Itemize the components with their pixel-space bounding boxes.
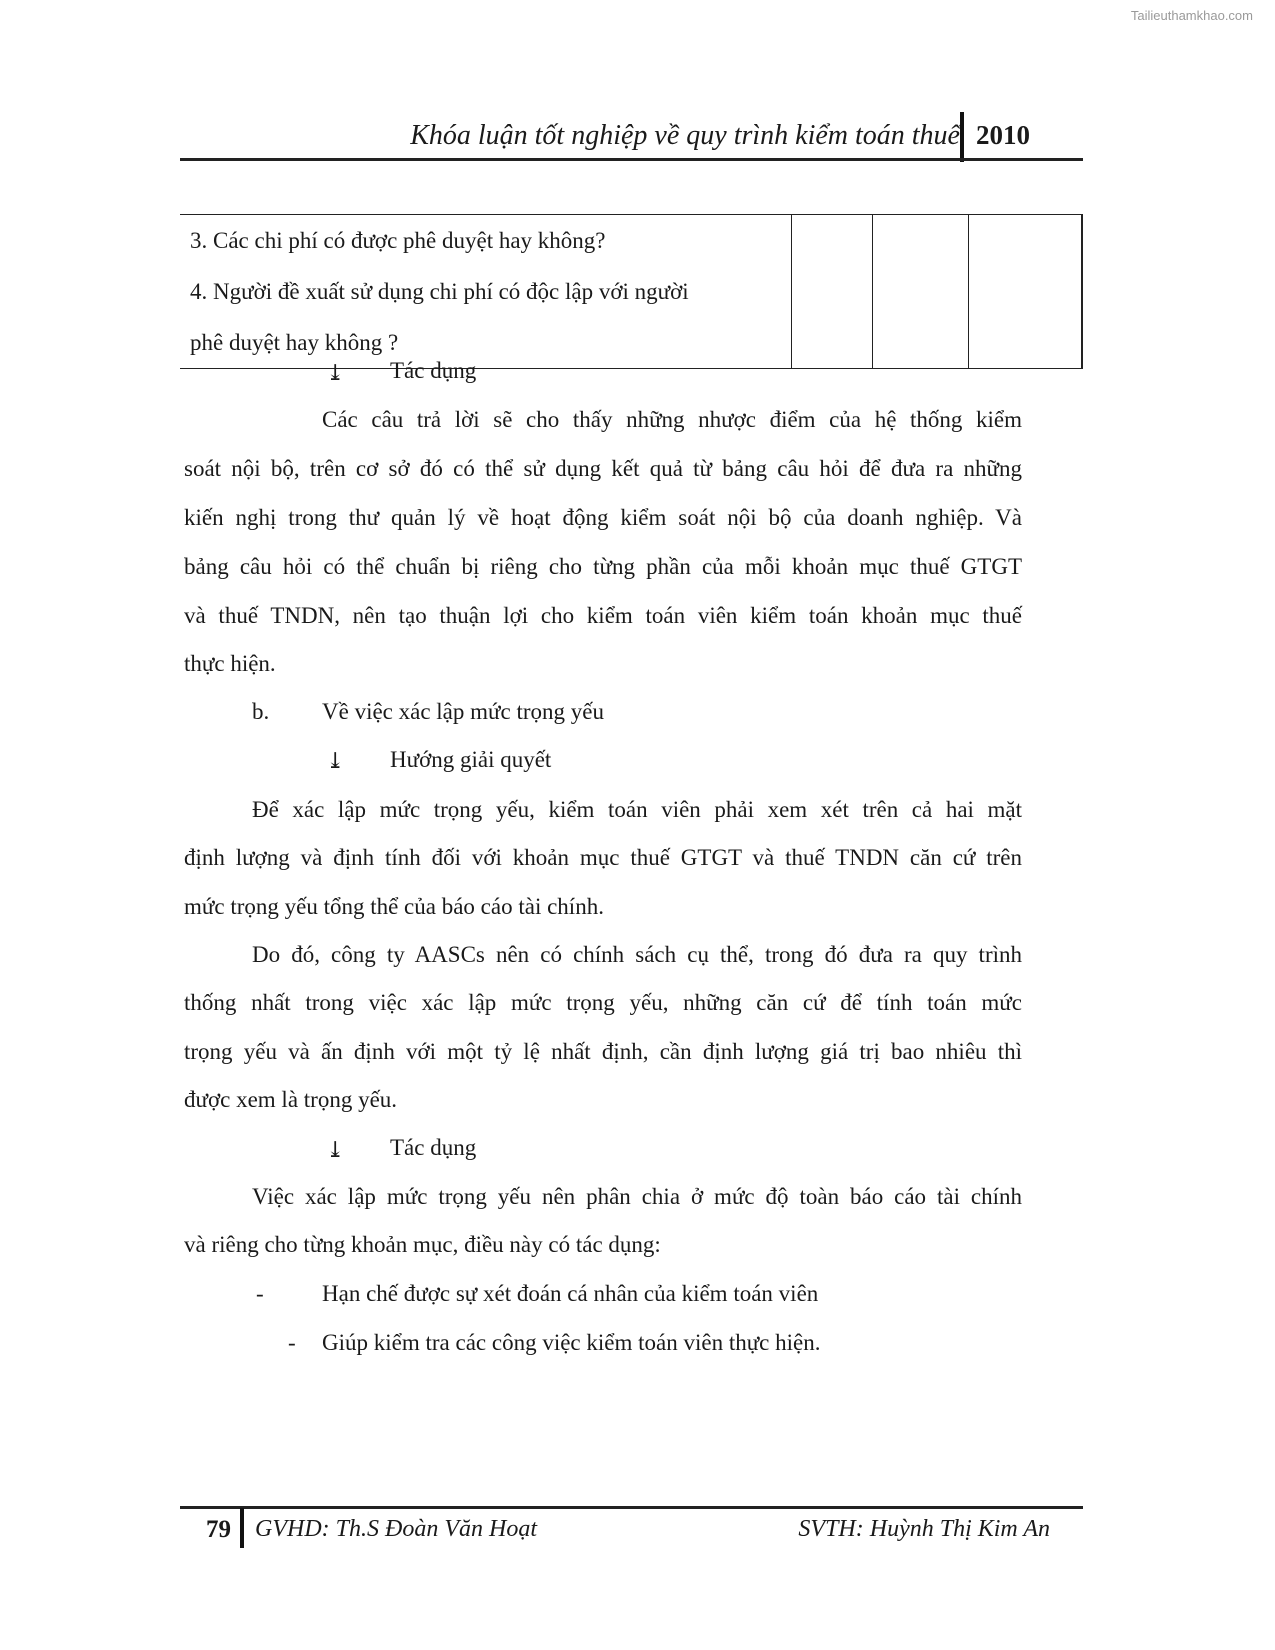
question-4-line1: 4. Người đề xuất sử dụng chi phí có độc lập với người — [190, 279, 689, 304]
paragraph-line: Để xác lập mức trọng yếu, kiểm toán viên phải xem xét trên cả hai mặt — [252, 797, 1022, 822]
paragraph-line: trọng yếu và ấn định với một tỷ lệ nhất định, cần định lượng giá trị bao nhiêu thì — [184, 1039, 1022, 1064]
paragraph-line: Việc xác lập mức trọng yếu nên phân chia ở mức độ toàn báo cáo tài chính — [252, 1184, 1022, 1209]
question-3: 3. Các chi phí có được phê duyệt hay không? — [190, 228, 606, 253]
paragraph-line: Do đó, công ty AASCs nên có chính sách cụ thể, trong đó đưa ra quy trình — [252, 942, 1022, 967]
paragraph-line: Các câu trả lời sẽ cho thấy những nhược điểm của hệ thống kiểm — [322, 407, 1022, 432]
bullet-item: Hạn chế được sự xét đoán cá nhân của kiểm toán viên — [322, 1281, 819, 1306]
question-4-line2: phê duyệt hay không ? — [190, 330, 399, 355]
paragraph-line: mức trọng yếu tổng thể của báo cáo tài chính. — [184, 894, 604, 919]
header-rule — [180, 158, 1083, 161]
heading-tac-dung-2: Tác dụng — [390, 1135, 477, 1160]
answer-cell-note — [968, 215, 1082, 369]
paragraph-line: thống nhất trong việc xác lập mức trọng yếu, những căn cứ để tính toán mức — [184, 990, 1022, 1015]
page-number: 79 — [206, 1516, 231, 1543]
footer-divider — [240, 1508, 244, 1548]
page-header — [180, 108, 1080, 158]
item-b-marker: b. — [252, 699, 270, 724]
paragraph-line: kiến nghị trong thư quản lý về hoạt động kiểm soát nội bộ của doanh nghiệp. Và — [184, 505, 1022, 530]
checklist-table — [180, 214, 1083, 369]
down-arrow-bullet-icon: ⤓ — [326, 748, 345, 773]
paragraph-line: và thuế TNDN, nên tạo thuận lợi cho kiểm toán viên kiểm toán khoản mục thuế — [184, 603, 1022, 628]
bullet-item: Giúp kiểm tra các công việc kiểm toán viên thực hiện. — [322, 1330, 821, 1355]
question-cell — [180, 215, 792, 369]
dash-bullet: - — [288, 1330, 296, 1355]
paragraph-line: và riêng cho từng khoản mục, điều này có tác dụng: — [184, 1232, 661, 1257]
item-b-text: Về việc xác lập mức trọng yếu — [322, 699, 604, 724]
watermark: Tailieuthamkhao.com — [1130, 8, 1253, 23]
header-year: 2010 — [976, 120, 1030, 150]
footer-supervisor: GVHD: Th.S Đoàn Văn Hoạt — [255, 1516, 537, 1542]
paragraph-line: soát nội bộ, trên cơ sở đó có thể sử dụng kết quả từ bảng câu hỏi để đưa ra những — [184, 456, 1022, 481]
header-divider — [960, 112, 964, 162]
footer-student: SVTH: Huỳnh Thị Kim An — [798, 1516, 1050, 1542]
down-arrow-bullet-icon: ⤓ — [326, 1137, 345, 1162]
paragraph-line: thực hiện. — [184, 651, 276, 676]
dash-bullet: - — [256, 1281, 264, 1306]
paragraph-line: được xem là trọng yếu. — [184, 1087, 398, 1112]
paragraph-line: bảng câu hỏi có thể chuẩn bị riêng cho từng phần của mỗi khoản mục thuế GTGT — [184, 554, 1022, 579]
paragraph-line: định lượng và định tính đối với khoản mục thuế GTGT và thuế TNDN căn cứ trên — [184, 845, 1022, 870]
down-arrow-bullet-icon: ⤓ — [326, 360, 345, 385]
heading-huong-giai-quyet: Hướng giải quyết — [390, 747, 552, 772]
heading-tac-dung-1: Tác dụng — [390, 358, 477, 383]
header-title: Khóa luận tốt nghiệp về quy trình kiểm toán thuế — [410, 120, 960, 151]
answer-cell-no — [872, 215, 968, 369]
footer-rule — [180, 1506, 1083, 1509]
answer-cell-yes — [792, 215, 872, 369]
